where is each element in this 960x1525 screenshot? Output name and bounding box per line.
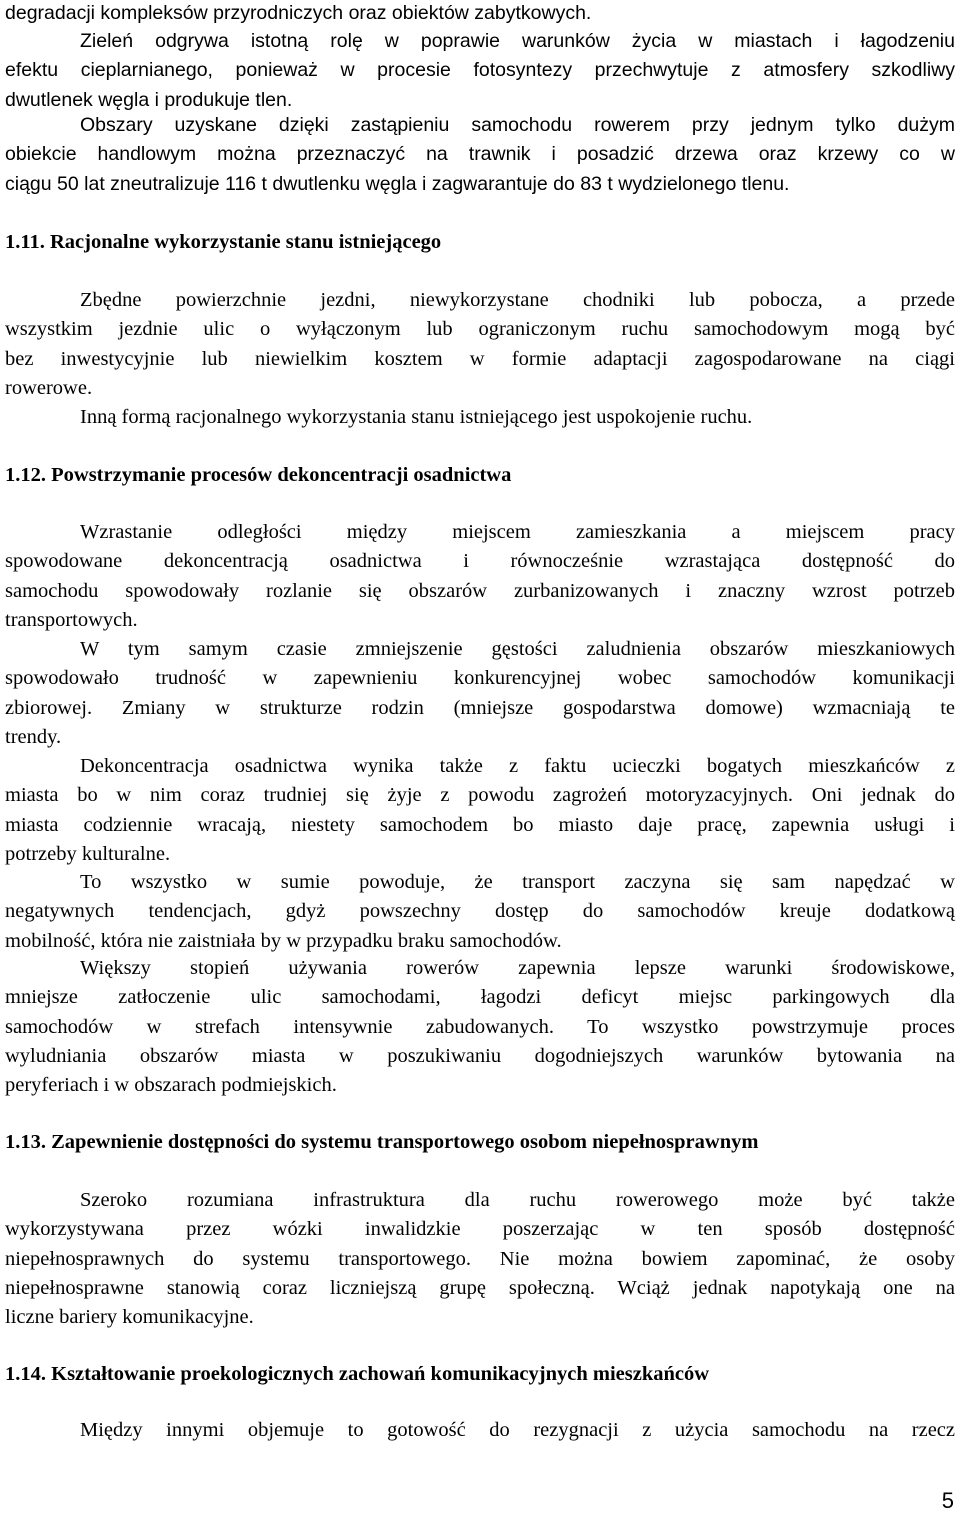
text-line: Dekoncentracja osadnictwa wynika także z faktu ucieczki bogatych mieszkańców z xyxy=(80,755,955,777)
text-line: efektu cieplarnianego, ponieważ w procesie fotosyntezy przechwytuje z atmosfery szkodliwy xyxy=(5,59,955,82)
text-line: spowodowało trudność w zapewnieniu konkurencyjnej wobec samochodów komunikacji xyxy=(5,667,955,690)
section-heading-1-14: 1.14. Kształtowanie proekologicznych zachowań komunikacyjnych mieszkańców xyxy=(5,1363,710,1385)
paragraph-2 xyxy=(5,111,955,199)
text-line: trendy. xyxy=(5,725,62,748)
text-line: Obszary uzyskane dzięki zastąpieniu samochodu rowerem przy jednym tylko dużym xyxy=(80,114,955,136)
text-line: degradacji kompleksów przyrodniczych oraz obiektów zabytkowych. xyxy=(5,2,592,24)
text-line: transportowych. xyxy=(5,608,138,631)
page-number: 5 xyxy=(941,1488,954,1513)
text-line: W tym samym czasie zmniejszenie gęstości zaludnienia obszarów mieszkaniowych xyxy=(80,638,955,660)
text-line: negatywnych tendencjach, gdyż powszechny dostęp do samochodów kreuje dodatkową xyxy=(5,900,955,923)
text-line: Między innymi objemuje to gotowość do rezygnacji z użycia samochodu na rzecz xyxy=(80,1419,955,1441)
text-line: spowodowane dekoncentracją osadnictwa i równocześnie wzrastająca dostępność do xyxy=(5,550,955,573)
paragraph-5 xyxy=(5,518,955,635)
text-line: mniejsze zatłoczenie ulic samochodami, łagodzi deficyt miejsc parkingowych dla xyxy=(5,986,955,1009)
text-line: wyludniania obszarów miasta w poszukiwaniu dogodniejszych warunków bytowania na xyxy=(5,1044,955,1067)
text-line: niepełnosprawne stanowią coraz liczniejszą grupę społeczną. Wciąż jednak napotykają one na xyxy=(5,1276,955,1299)
text-line: liczne bariery komunikacyjne. xyxy=(5,1306,254,1329)
paragraph-11 xyxy=(5,1416,955,1445)
text-line: Zieleń odgrywa istotną rolę w poprawie warunków życia w miastach i łagodzeniu xyxy=(80,30,955,52)
text-line: wszystkim jezdnie ulic o wyłączonym lub ograniczonym ruchu samochodowym mogą być xyxy=(5,318,955,341)
text-line: Inną formą racjonalnego wykorzystania stanu istniejącego jest uspokojenie ruchu. xyxy=(80,406,753,428)
text-line: wykorzystywana przez wózki inwalidzkie poszerzając w ten sposób dostępność xyxy=(5,1218,955,1241)
paragraph-9 xyxy=(5,954,955,1100)
paragraph-10 xyxy=(5,1186,955,1332)
text-line: potrzeby kulturalne. xyxy=(5,842,171,865)
paragraph-8 xyxy=(5,868,955,956)
paragraph-1 xyxy=(5,27,955,115)
paragraph-3 xyxy=(5,286,955,403)
text-line: obiekcie handlowym można przeznaczyć na trawnik i posadzić drzewa oraz krzewy co w xyxy=(5,143,955,166)
section-heading-1-13: 1.13. Zapewnienie dostępności do systemu transportowego osobom niepełnosprawnym xyxy=(5,1131,759,1153)
text-line: Wzrastanie odległości między miejscem zamieszkania a miejscem pracy xyxy=(80,521,955,543)
text-line: Zbędne powierzchnie jezdni, niewykorzystane chodniki lub pobocza, a przede xyxy=(80,289,955,311)
text-line: mobilność, która nie zaistniała by w przypadku braku samochodów. xyxy=(5,929,562,952)
text-line: miasta bo w nim coraz trudniej się żyje z powodu zagrożeń motoryzacyjnych. Oni jednak do xyxy=(5,784,955,807)
text-line: samochodów w strefach intensywnie zabudowanych. To wszystko powstrzymuje proces xyxy=(5,1015,955,1038)
text-line: bez inwestycyjnie lub niewielkim kosztem w formie adaptacji zagospodarowane na ciągi xyxy=(5,347,955,370)
paragraph-0 xyxy=(5,0,955,28)
text-line: Szeroko rozumiana infrastruktura dla ruchu rowerowego może być także xyxy=(80,1189,955,1211)
paragraph-7 xyxy=(5,752,955,869)
paragraph-6 xyxy=(5,635,955,752)
section-heading-1-12: 1.12. Powstrzymanie procesów dekoncentracji osadnictwa xyxy=(5,464,512,486)
text-line: niepełnosprawnych do systemu transportowego. Nie można bowiem zapominać, że osoby xyxy=(5,1247,955,1270)
text-line: samochodu spowodowały rozlanie się obszarów zurbanizowanych i znaczny wzrost potrzeb xyxy=(5,579,955,602)
text-line: rowerowe. xyxy=(5,376,93,399)
section-heading-1-11: 1.11. Racjonalne wykorzystanie stanu istniejącego xyxy=(5,231,442,253)
text-line: To wszystko w sumie powoduje, że transport zaczyna się sam napędzać w xyxy=(80,871,955,893)
text-line: zbiorowej. Zmiany w strukturze rodzin (mniejsze gospodarstwa domowe) wzmacniają te xyxy=(5,696,955,719)
text-line: ciągu 50 lat zneutralizuje 116 t dwutlenku węgla i zagwarantuje do 83 t wydzielonego tlenu. xyxy=(5,172,790,195)
text-line: dwutlenek węgla i produkuje tlen. xyxy=(5,88,293,111)
text-line: Większy stopień używania rowerów zapewnia lepsze warunki środowiskowe, xyxy=(80,957,955,979)
paragraph-4 xyxy=(5,403,955,432)
text-line: peryferiach i w obszarach podmiejskich. xyxy=(5,1074,337,1097)
text-line: miasta codziennie wracają, niestety samochodem bo miasto daje pracę, zapewnia usługi i xyxy=(5,813,955,836)
